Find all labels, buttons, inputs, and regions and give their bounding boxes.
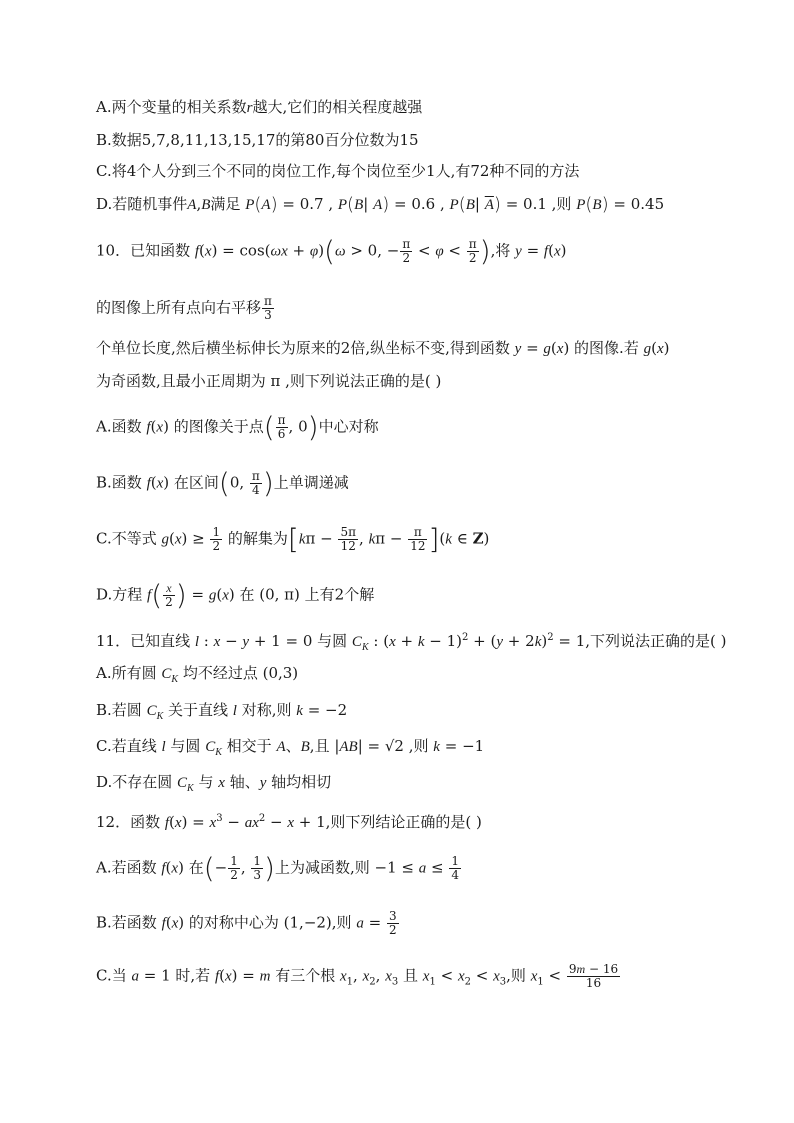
q10-option-d: D.方程 f( $\frac{x}{2}$ ) = g(x) 在 (0, π) 上有2个解 xyxy=(96,578,375,612)
q12-stem: 12．函数 $f(x) = x^3 - ax^2 - x + 1$,则下列结论正确的是( ) xyxy=(96,813,482,831)
q10-stem-line3: 个单位长度,然后横坐标伸长为原来的2倍,纵坐标不变,得到函数 y = g(x) 的图像.若 g(x) xyxy=(96,339,670,357)
q12-option-c: C.当 a = 1 时,若 f(x) = m 有三个根 $x_1$, $x_2$, $x_3$ 且 $x_1 < x_2 < x_3$,则 $x_1$ < $\frac{9m - 16}{16}$ xyxy=(96,962,619,990)
q11-option-b: B.若圆 $C_K$ 关于直线 l 对称,则 k = −2 xyxy=(96,701,348,722)
q9-option-b: B.数据5,7,8,11,13,15,17的第80百分位数为15 xyxy=(96,131,419,149)
q10-option-b: B.函数 f(x) 在区间(0, $\frac{\pi}{4}$ )上单调递减 xyxy=(96,466,349,500)
q9-option-a xyxy=(96,97,422,118)
q12-option-a: A.若函数 f(x) 在(− $\frac{1}{2}$ , $\frac{1}{3}$ )上为减函数,则 −1 ≤ a ≤ $\frac{1}{4}$ xyxy=(96,851,459,885)
q10-option-c: C.不等式 g(x) ≥ $\frac{1}{2}$ 的解集为[kπ − $\frac{5\pi}{12}$ , kπ − $\frac{\pi}{12}$ ](k ∈ Z) xyxy=(96,522,490,556)
q11-stem: 11．已知直线 l : x − y + 1 = 0 与圆 $C_K$ : $(x + k - 1)^2 + (y + 2k)^2 = 1$,下列说法正确的是( ) xyxy=(96,632,727,653)
q10-stem-line2: 的图像上所有点向右平移 $\frac{\pi}{3}$ xyxy=(96,294,272,322)
q9-option-a-text: A.两个变量的相关系数r越大,它们的相关程度越强 xyxy=(96,98,423,116)
q12-option-b: B.若函数 f(x) 的对称中心为 (1,−2),则 a = $\frac{3}{2}$ xyxy=(96,909,397,937)
q9-option-c: C.将4个人分到三个不同的岗位工作,每个岗位至少1人,有72种不同的方法 xyxy=(96,162,580,180)
q11-option-d: D.不存在圆 $C_K$ 与 x 轴、y 轴均相切 xyxy=(96,773,332,794)
q11-option-a: A.所有圆 $C_K$ 均不经过点 (0,3) xyxy=(96,664,299,685)
q10-stem-line1: 10．已知函数 f(x) = cos(ωx + φ)(ω > 0, − $\frac{\pi}{2}$ < φ < $\frac{\pi}{2}$ ),将 y = f(x) xyxy=(96,234,567,268)
q9-option-d: D.若随机事件A,B满足 P(A) = 0.7 , P(B| A) = 0.6 , P(B| $\overline{A}) = 0.1$ ,则 P(B) = 0.45 xyxy=(96,194,665,215)
q10-stem-line4: 为奇函数,且最小正周期为 π ,则下列说法正确的是( ) xyxy=(96,372,442,390)
q10-option-a: A.函数 f(x) 的图像关于点( $\frac{\pi}{6}$ , 0)中心对称 xyxy=(96,410,379,444)
q11-option-c: C.若直线 l 与圆 $C_K$ 相交于 A、B,且 |AB| = √2 ,则 k = −1 xyxy=(96,737,485,758)
